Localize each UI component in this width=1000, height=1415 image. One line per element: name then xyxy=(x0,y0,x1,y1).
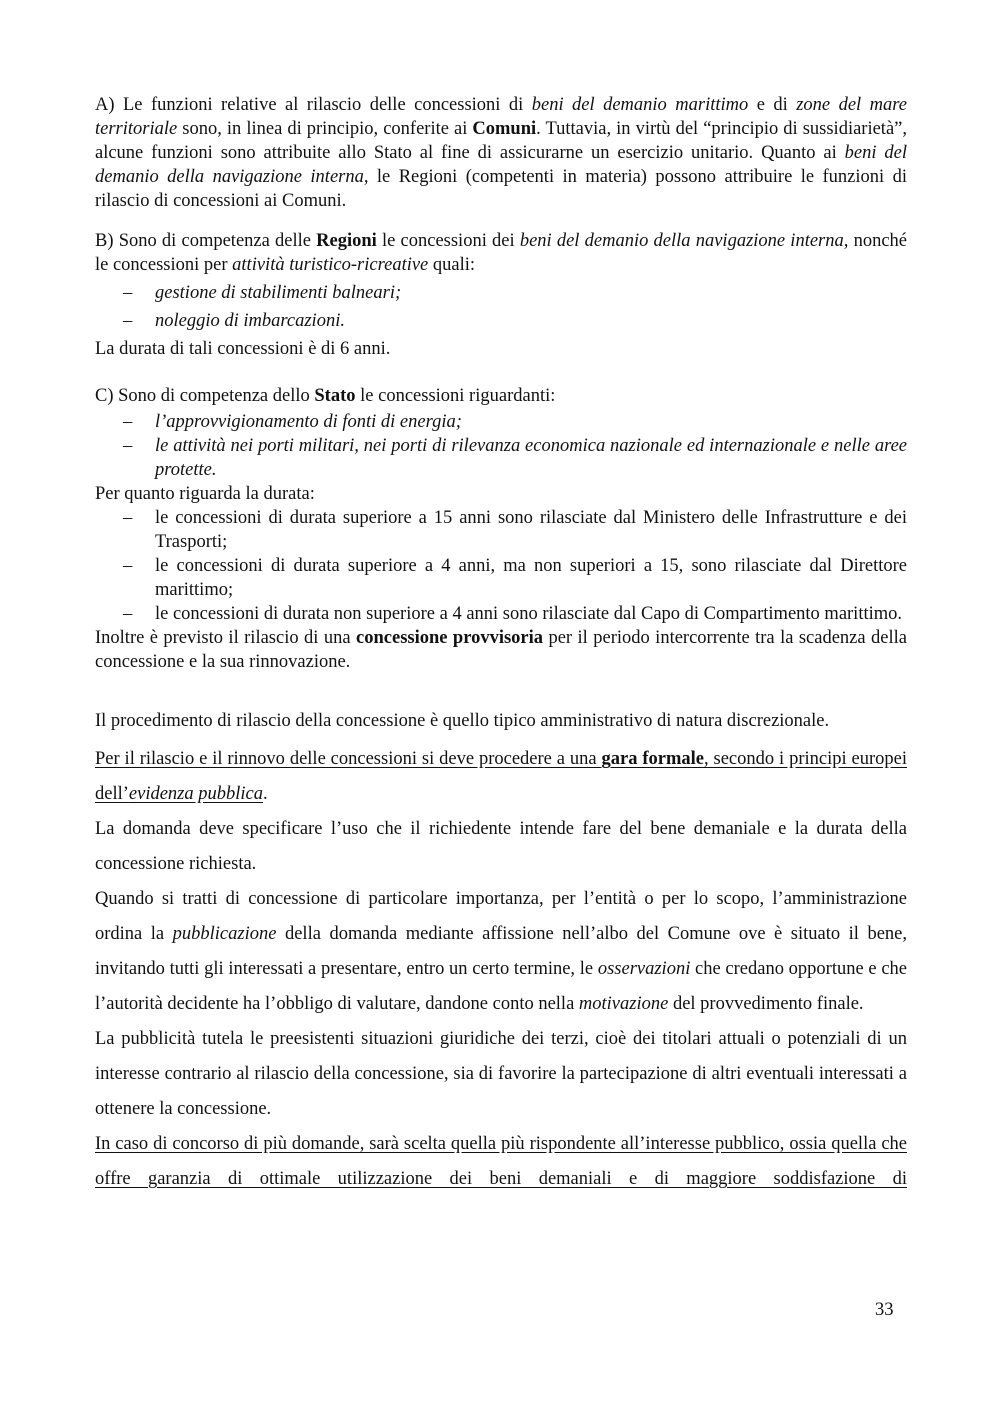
procedure-intro: Il procedimento di rilascio della concessione è quello tipico amministrativo di natura discrezionale. xyxy=(95,711,830,731)
tutela-paragraph: La pubblicità tutela le preesistenti situazioni giuridiche dei terzi, cioè dei titolari attuali o potenziali di un interesse contrario al rilascio della concessione, sia di favorire la partecipazione di altri eventuali interessati a ottenere la concessione. xyxy=(95,1029,907,1119)
section-b-label: B) xyxy=(95,231,114,251)
document-page xyxy=(95,93,907,1197)
list-item: – le concessioni di durata superiore a 4 anni, ma non superiori a 15, sono rilasciate dal Direttore marittimo; xyxy=(123,556,907,600)
paragraph-section-b: B) Sono di competenza delle Regioni le concessioni dei beni del demanio della navigazione interna, nonché le concessioni per attività turistico-ricreative quali: xyxy=(95,231,907,275)
paragraph-section-c: C) Sono di competenza dello Stato le concessioni riguardanti: xyxy=(95,386,556,406)
duration-intro: Per quanto riguarda la durata: xyxy=(95,484,315,504)
pubblicazione-paragraph: Quando si tratti di concessione di particolare importanza, per l’entità o per lo scopo, l’amministrazione ordina la pubblicazione della domanda mediante affissione nell’albo del Comune ove è situato il bene, invitando tutti gli interessati a presentare, entro un certo termine, le osservazioni che credano opportune e che l’autorità decidente ha l’obbligo di valutare, dandone conto nella motivazione del provvedimento finale. xyxy=(95,889,907,1014)
provisional-concession-paragraph: Inoltre è previsto il rilascio di una concessione provvisoria per il periodo intercorrente tra la scadenza della concessione e la sua rinnovazione. xyxy=(95,628,907,672)
gara-paragraph: Per il rilascio e il rinnovo delle concessioni si deve procedere a una gara formale, secondo i principi europei dell’evidenza pubblica. xyxy=(95,749,907,804)
section-c-label: C) xyxy=(95,386,114,406)
section-c-list xyxy=(95,410,907,482)
duration-list xyxy=(95,506,907,626)
dash-bullet-icon: – xyxy=(123,412,133,432)
list-item: – l’approvvigionamento di fonti di energia; xyxy=(123,412,462,432)
dash-bullet-icon: – xyxy=(123,436,133,456)
dash-bullet-icon: – xyxy=(123,508,133,528)
section-b-list xyxy=(95,281,907,333)
dash-bullet-icon: – xyxy=(123,283,133,303)
page-number: 33 xyxy=(875,1300,894,1320)
list-item: – noleggio di imbarcazioni. xyxy=(123,311,345,331)
paragraph-section-a: A) Le funzioni relative al rilascio delle concessioni di beni del demanio marittimo e di zone del mare territoriale sono, in linea di principio, conferite ai Comuni. Tuttavia, in virtù del “principio di sussidiarietà”, alcune funzioni sono attribuite allo Stato al fine di assicurarne un esercizio unitario. Quanto ai beni del demanio della navigazione interna, le Regioni (competenti in materia) possono attribuire le funzioni di rilascio di concessioni ai Comuni. xyxy=(95,95,907,211)
list-item: – le concessioni di durata non superiore a 4 anni sono rilasciate dal Capo di Compartimento marittimo. xyxy=(123,604,903,624)
dash-bullet-icon: – xyxy=(123,604,133,624)
dash-bullet-icon: – xyxy=(123,556,133,576)
list-item: – gestione di stabilimenti balneari; xyxy=(123,283,402,303)
procedure-body xyxy=(95,742,907,1197)
list-item: – le attività nei porti militari, nei porti di rilevanza economica nazionale ed internazionale e nelle aree protette. xyxy=(123,436,907,480)
list-item: – le concessioni di durata superiore a 15 anni sono rilasciate dal Ministero delle Infrastrutture e dei Trasporti; xyxy=(123,508,907,552)
dash-bullet-icon: – xyxy=(123,311,133,331)
domanda-paragraph: La domanda deve specificare l’uso che il richiedente intende fare del bene demaniale e la durata della concessione richiesta. xyxy=(95,819,907,874)
concorso-paragraph: In caso di concorso di più domande, sarà scelta quella più rispondente all’interesse pubblico, ossia quella che offre garanzia di ottimale utilizzazione dei beni demaniali e di maggiore soddisfazione di xyxy=(95,1134,907,1189)
section-a-label: A) xyxy=(95,95,115,115)
section-b-duration: La durata di tali concessioni è di 6 anni. xyxy=(95,339,391,359)
